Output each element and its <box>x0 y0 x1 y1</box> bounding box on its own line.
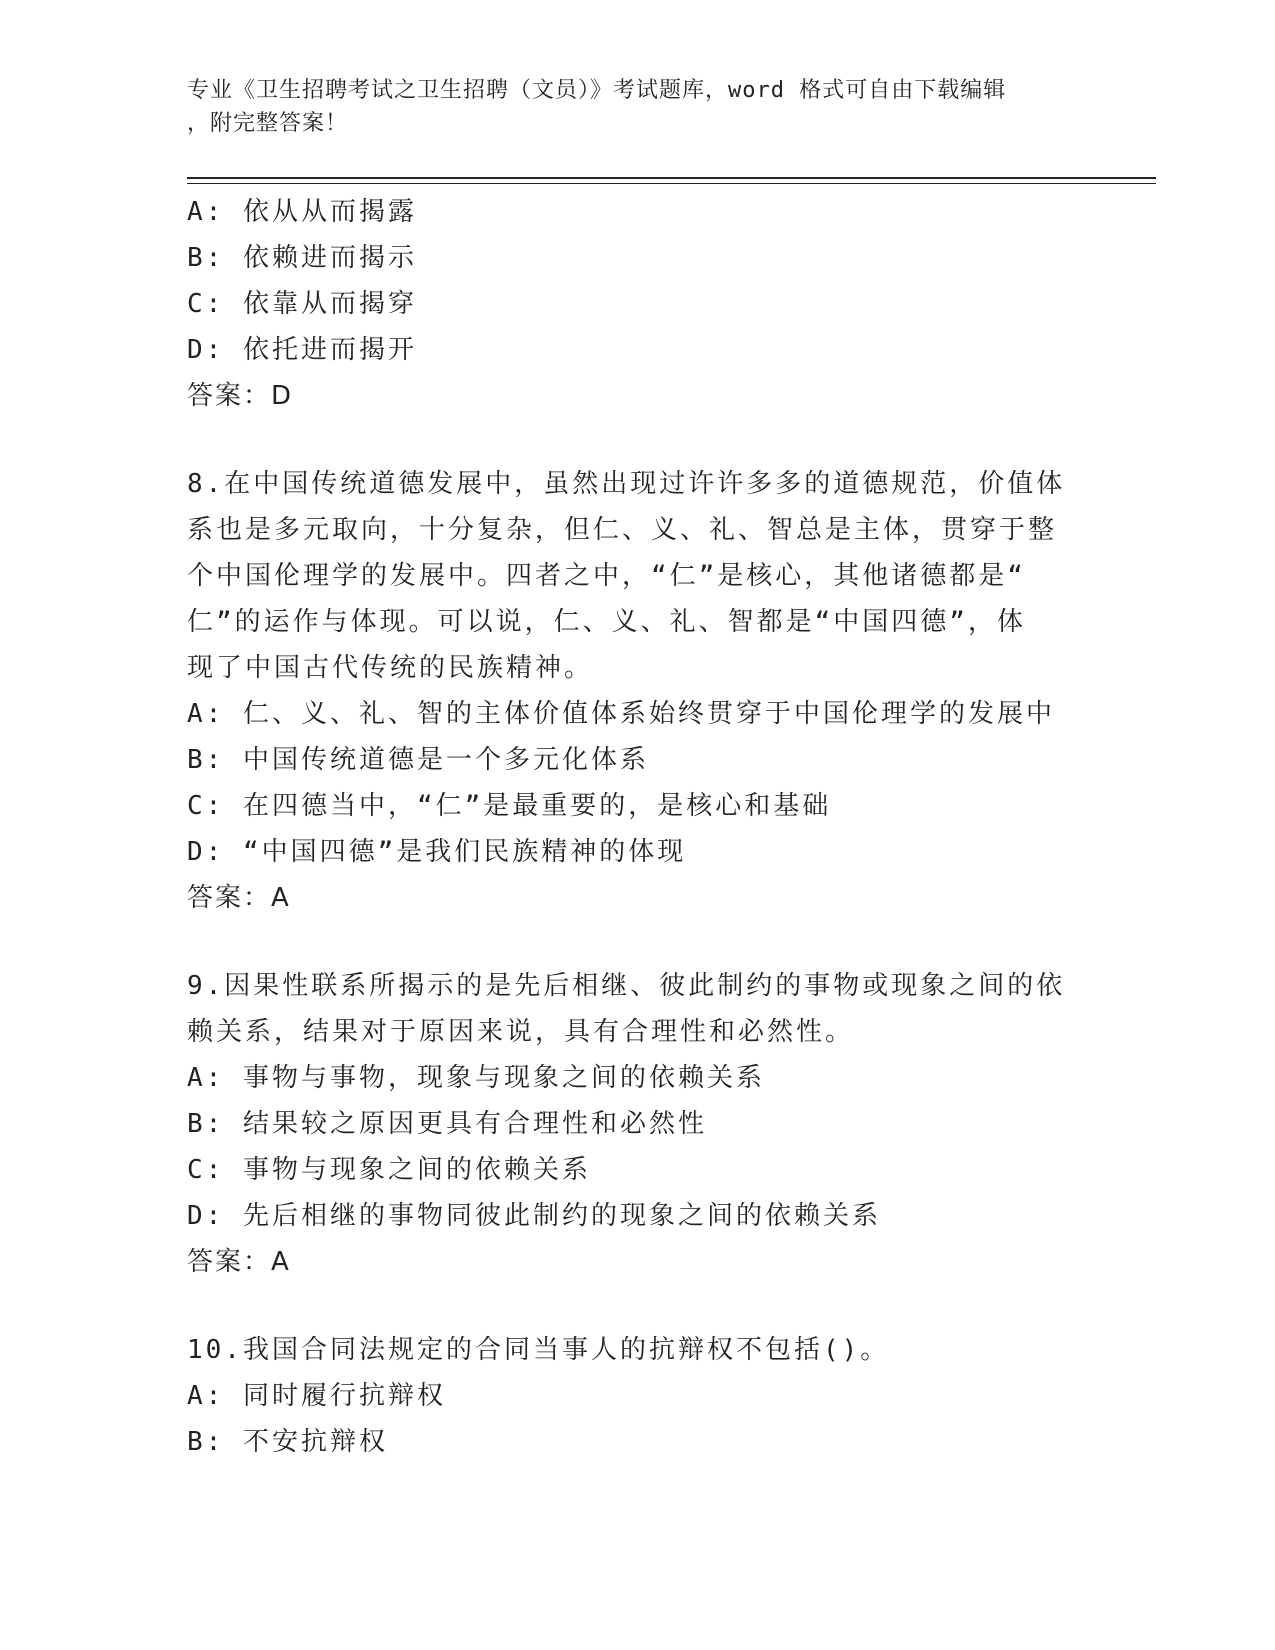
question-7 <box>187 189 1087 419</box>
option-c: C: 事物与现象之间的依赖关系 <box>187 1155 591 1185</box>
question-list <box>187 189 1087 1465</box>
header-line-2: ，附完整答案！ <box>187 111 349 136</box>
answer-label: 答案：A <box>187 1247 291 1277</box>
header-divider-thin <box>187 183 1156 184</box>
question-8 <box>187 461 1087 921</box>
option-a: A: 事物与事物，现象与现象之间的依赖关系 <box>187 1063 765 1093</box>
question-stem-line: 仁”的运作与体现。可以说，仁、义、礼、智都是“中国四德”，体 <box>187 607 1026 637</box>
option-b: B: 不安抗辩权 <box>187 1427 388 1457</box>
option-c: C: 在四德当中，“仁”是最重要的，是核心和基础 <box>187 791 832 821</box>
header-divider-thick <box>187 177 1156 179</box>
option-d: D: 先后相继的事物同彼此制约的现象之间的依赖关系 <box>187 1201 881 1231</box>
question-10 <box>187 1327 1087 1465</box>
document-header <box>187 74 1067 140</box>
question-stem-line: 10.我国合同法规定的合同当事人的抗辩权不包括()。 <box>187 1335 890 1365</box>
question-stem-line: 8.在中国传统道德发展中，虽然出现过许许多多的道德规范，价值体 <box>187 469 1066 499</box>
option-a: A: 依从从而揭露 <box>187 197 417 227</box>
question-stem-line: 赖关系，结果对于原因来说，具有合理性和必然性。 <box>187 1017 855 1047</box>
option-a: A: 同时履行抗辩权 <box>187 1381 446 1411</box>
option-b: B: 中国传统道德是一个多元化体系 <box>187 745 649 775</box>
question-stem-line: 系也是多元取向，十分复杂，但仁、义、礼、智总是主体，贯穿于整 <box>187 515 1058 545</box>
option-a: A: 仁、义、礼、智的主体价值体系始终贯穿于中国伦理学的发展中 <box>187 699 1055 729</box>
answer-label: 答案：A <box>187 883 291 913</box>
option-d: D: “中国四德”是我们民族精神的体现 <box>187 837 687 867</box>
option-b: B: 结果较之原因更具有合理性和必然性 <box>187 1109 707 1139</box>
option-d: D: 依托进而揭开 <box>187 335 417 365</box>
question-spacer <box>187 1285 1087 1327</box>
question-spacer <box>187 921 1087 963</box>
header-line-1: 专业《卫生招聘考试之卫生招聘（文员）》考试题库，word 格式可自由下载编辑 <box>187 78 1007 103</box>
option-c: C: 依靠从而揭穿 <box>187 289 417 319</box>
answer-label: 答案：D <box>187 381 294 411</box>
question-spacer <box>187 419 1087 461</box>
option-b: B: 依赖进而揭示 <box>187 243 417 273</box>
question-stem-line: 个中国伦理学的发展中。四者之中，“仁”是核心，其他诸德都是“ <box>187 561 1026 591</box>
question-stem-line: 现了中国古代传统的民族精神。 <box>187 653 594 683</box>
question-stem-line: 9.因果性联系所揭示的是先后相继、彼此制约的事物或现象之间的依 <box>187 971 1066 1001</box>
question-9 <box>187 963 1087 1285</box>
